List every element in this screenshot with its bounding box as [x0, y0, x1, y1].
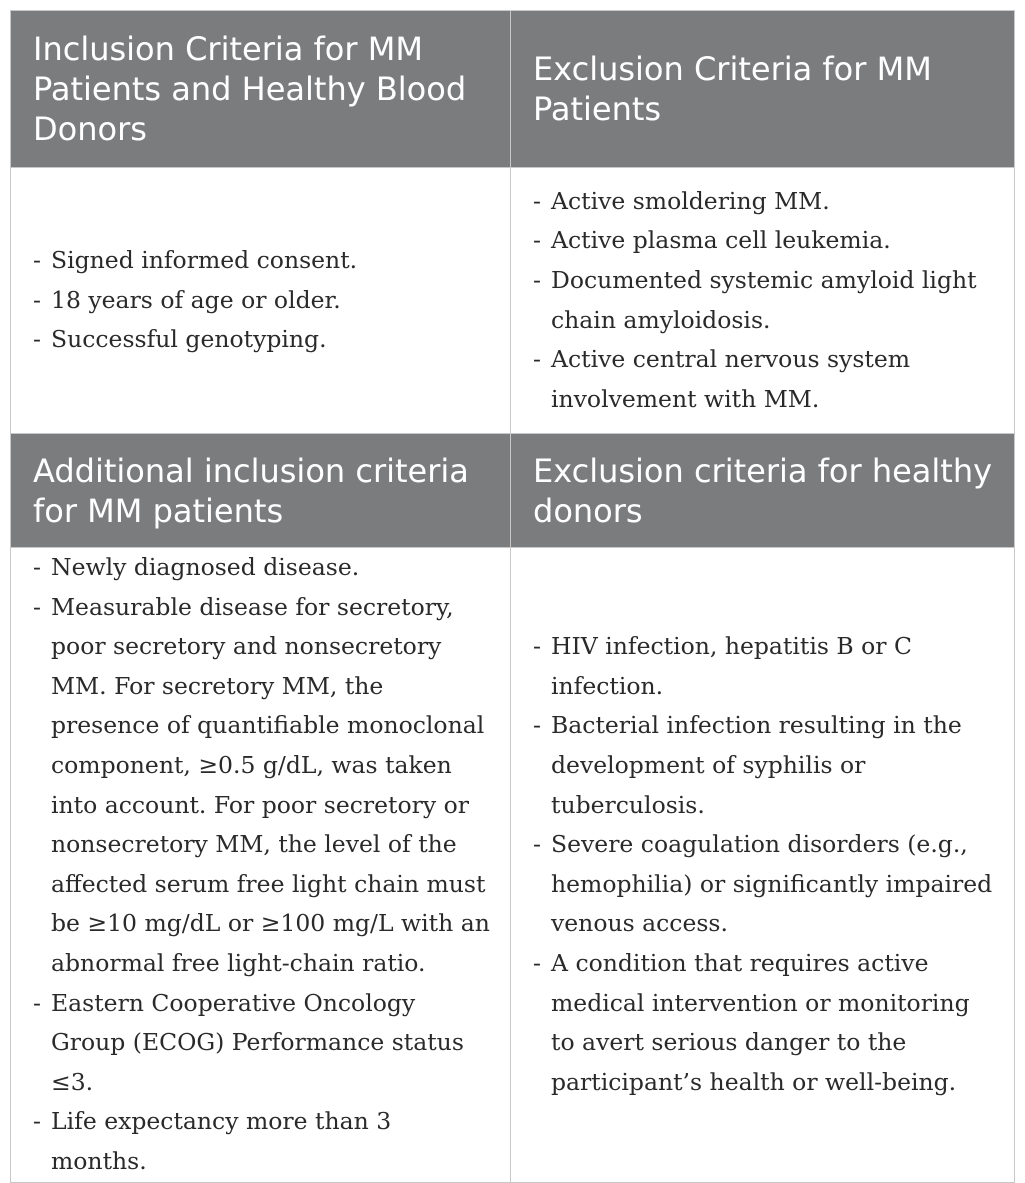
criteria-text: Active central nervous system involvement with MM. [551, 345, 911, 413]
bullet-dash: - [33, 553, 41, 581]
additional-inclusion-cell [11, 548, 511, 1183]
bullet-dash: - [33, 988, 41, 1017]
criteria-list-item [533, 944, 998, 1102]
bullet-dash: - [533, 186, 541, 215]
criteria-list-item [33, 1102, 494, 1181]
exclusion-healthy-donors-list [533, 627, 998, 1102]
exclusion-criteria-mm-list [533, 182, 998, 420]
criteria-text: Eastern Cooperative Oncology Group (ECOG) Performance status ≤3. [51, 988, 464, 1096]
criteria-list-item [533, 627, 998, 706]
criteria-list-item [533, 706, 998, 825]
criteria-text: Signed informed consent. [51, 246, 358, 275]
inclusion-criteria-list [33, 241, 494, 360]
exclusion-healthy-donors-cell [511, 548, 1015, 1183]
criteria-text: A condition that requires active medical intervention or monitoring to avert serious danger to the participant’s health or well-being. [551, 948, 970, 1096]
criteria-list-item [33, 984, 494, 1103]
criteria-list-item [533, 825, 998, 944]
criteria-list-item [533, 182, 998, 222]
body-row-top [11, 168, 1015, 434]
criteria-text: HIV infection, hepatitis B or C infection. [551, 632, 912, 700]
bullet-dash: - [533, 226, 541, 255]
header-exclusion-criteria-mm: Exclusion Criteria for MM Patients [511, 11, 1015, 168]
bullet-dash: - [33, 285, 41, 314]
criteria-text: Active plasma cell leukemia. [551, 226, 891, 255]
bullet-dash: - [533, 345, 541, 374]
body-row-bottom [11, 548, 1015, 1183]
criteria-text: Severe coagulation disorders (e.g., hemophilia) or significantly impaired venous access. [551, 830, 993, 938]
bullet-dash: - [33, 325, 41, 354]
criteria-text: Measurable disease for secretory, poor secretory and nonsecretory MM. For secretory MM, the presence of quantifiable monoclonal component, ≥0.5 g/dL, was taken into account. For poor secretory or nonsecretory MM, the level of the affected serum free light chain must be ≥10 mg/dL or ≥100 mg/L with an abnormal free light-chain ratio. [51, 592, 490, 977]
criteria-text: 18 years of age or older. [51, 285, 341, 314]
bullet-dash: - [33, 1107, 41, 1136]
bullet-dash: - [533, 830, 541, 859]
header-row-top [11, 11, 1015, 168]
inclusion-criteria-cell [11, 168, 511, 434]
header-additional-inclusion: Additional inclusion criteria for MM patients [11, 434, 511, 548]
bullet-dash: - [533, 948, 541, 977]
exclusion-criteria-mm-cell [511, 168, 1015, 434]
criteria-table [10, 10, 1015, 1183]
bullet-dash: - [533, 711, 541, 740]
criteria-list-item [33, 320, 494, 360]
criteria-text: Active smoldering MM. [551, 186, 830, 215]
criteria-list-item [33, 241, 494, 281]
criteria-list-item [33, 588, 494, 984]
criteria-list-item [33, 548, 494, 588]
criteria-text: Bacterial infection resulting in the development of syphilis or tuberculosis. [551, 711, 962, 819]
header-row-bottom [11, 434, 1015, 548]
criteria-text: Newly diagnosed disease. [51, 553, 360, 581]
header-inclusion-criteria: Inclusion Criteria for MM Patients and Healthy Blood Donors [11, 11, 511, 168]
criteria-text: Life expectancy more than 3 months. [51, 1107, 392, 1175]
header-exclusion-healthy-donors: Exclusion criteria for healthy donors [511, 434, 1015, 548]
criteria-list-item [33, 281, 494, 321]
additional-inclusion-list [33, 548, 494, 1182]
bullet-dash: - [533, 632, 541, 661]
bullet-dash: - [33, 592, 41, 621]
criteria-list-item [533, 221, 998, 261]
bullet-dash: - [33, 246, 41, 275]
criteria-text: Documented systemic amyloid light chain amyloidosis. [551, 265, 977, 334]
criteria-list-item [533, 340, 998, 419]
bullet-dash: - [533, 265, 541, 294]
criteria-text: Successful genotyping. [51, 325, 327, 354]
criteria-list-item [533, 261, 998, 340]
